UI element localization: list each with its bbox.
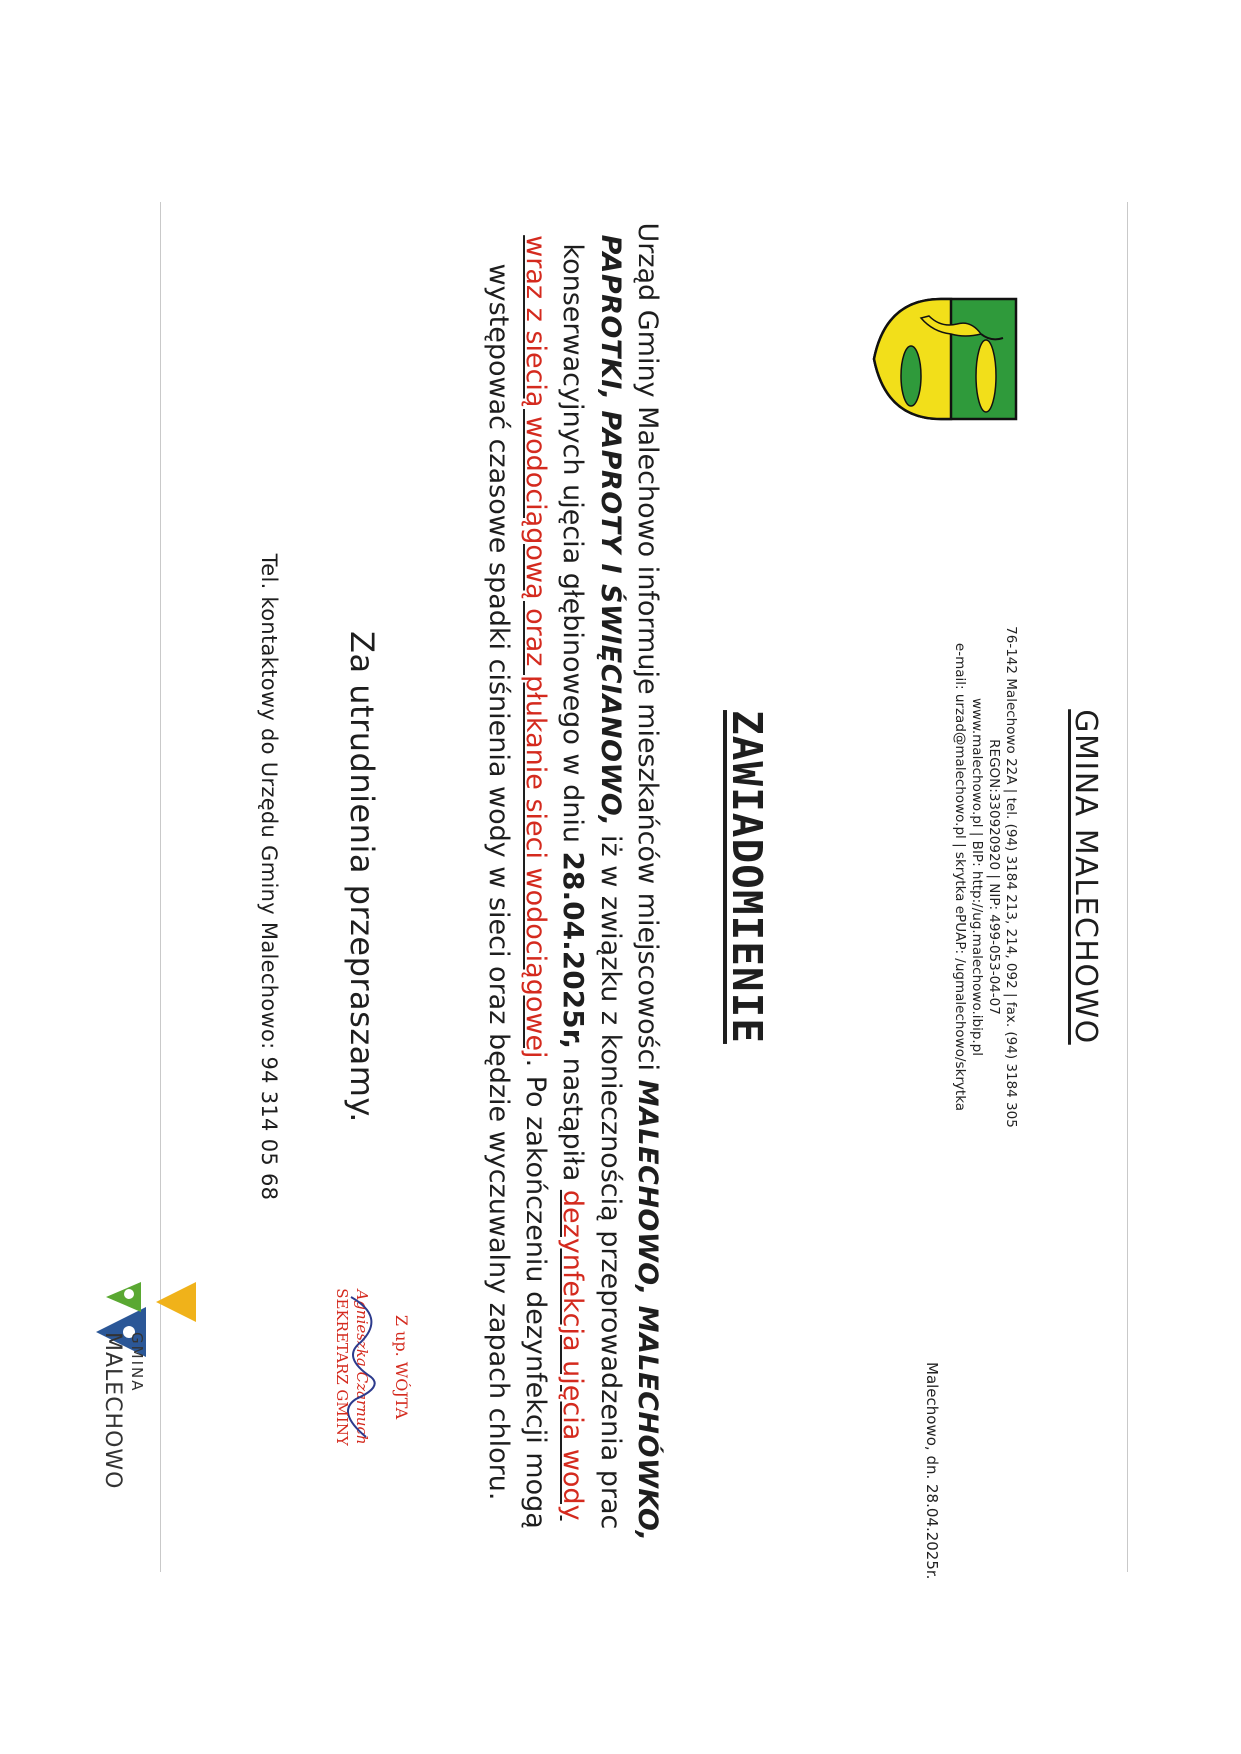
notice-body	[480, 212, 666, 1552]
web-line: www.malechowo.pl | BIP: http://ug.malechowo.ibip.pl	[969, 697, 985, 1057]
top-rule	[1127, 202, 1128, 1572]
contact-line: Tel. kontaktowy do Urzędu Gminy Malechowo: 94 314 05 68	[257, 553, 281, 1201]
signature-name: Agnieszka Czarnuch	[353, 1289, 371, 1445]
signature-title: SEKRETARZ GMINY	[333, 1288, 351, 1446]
logo-malechowo: MALECHOWO	[100, 1332, 125, 1490]
regon-line: REGON:330920920 | NIP: 499-053-04-07	[986, 739, 1002, 1015]
apology-text: Za utrudnienia przepraszamy.	[343, 631, 381, 1123]
address-line: 76-142 Malechowo 22A | tel. (94) 3184 213, 214, 092 | fax. (94) 3184 305	[1003, 626, 1019, 1128]
notice-reason: iż w związku z koniecznością przeprowadzenia prac konserwacyjnych ujęcia głębinowego w dniu	[557, 243, 626, 1530]
document-page	[0, 62, 1241, 1692]
notice-work-date: 28.04.2025r,	[557, 851, 590, 1049]
document-date: Malechowo, dn. 28.04.2025r.	[923, 1362, 941, 1580]
email-line: e-mail: urzad@malechowo.pl | skrytka ePUAP: /ugmalechowo/skrytka	[952, 642, 968, 1112]
logo-gmina: GMINA	[128, 1332, 146, 1393]
notice-heading: ZAWIADOMIENIE	[723, 710, 771, 1044]
signature-line1: Z up. WÓJTA	[392, 1314, 411, 1420]
gmina-logo	[71, 1272, 221, 1490]
gmina-title: GMINA MALECHOWO	[1068, 709, 1103, 1045]
notice-action: dezynfekcja ujęcia wody wraz z siecią wodociągową oraz płukanie sieci wodociągowej	[520, 235, 588, 1521]
notice-occurs: nastąpiła	[557, 1049, 588, 1190]
notice-localities: MALECHOWO, MALECHÓWKO, PAPROTKI, PAPROTY I ŚWIĘCIANOWO,	[595, 234, 663, 1542]
signature-block	[301, 1267, 411, 1467]
notice-after: . Po zakończeniu dezynfekcji mogą występować czasowe spadki ciśnienia wody w sieci oraz będzie wyczuwalny zapach chloru.	[483, 263, 551, 1529]
notice-intro: Urząd Gminy Malechowo informuje mieszkańców miejscowości	[632, 222, 663, 1080]
